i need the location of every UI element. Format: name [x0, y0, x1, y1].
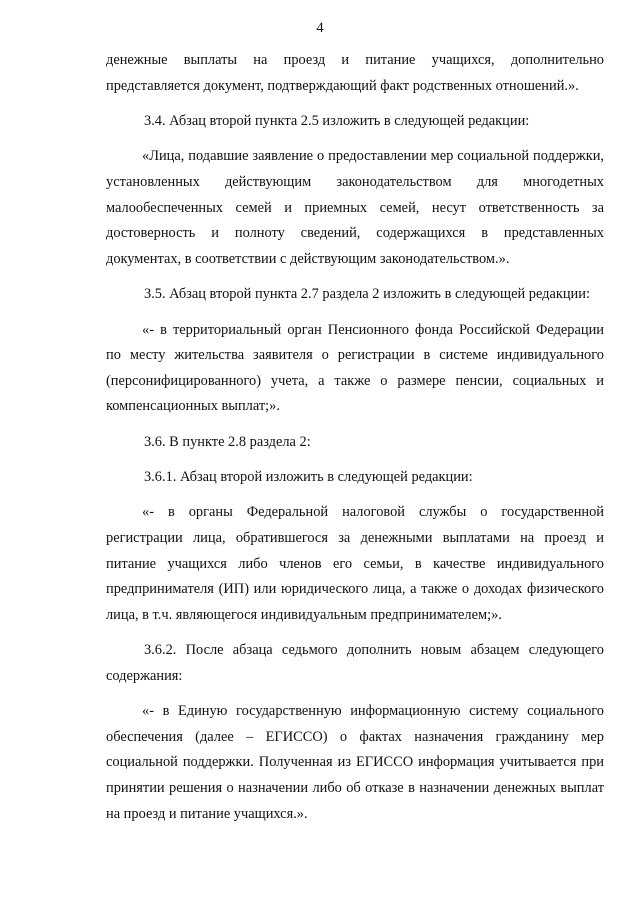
document-body: [106, 48, 604, 837]
paragraph-3-5-quote: «- в территориальный орган Пенсионного фонда Российской Федерации по месту жительства заявителя о регистрации в системе индивидуального (персонифицированного) учета, а также о размере пенсии, социальных и компенсационных выплат;».: [106, 321, 604, 415]
page-number: 4: [316, 20, 324, 36]
paragraph-3-4: 3.4. Абзац второй пункта 2.5 изложить в следующей редакции:: [144, 112, 530, 129]
paragraph-continuation: денежные выплаты на проезд и питание учащихся, дополнительно представляется документ, подтверждающий факт родственных отношений.».: [106, 52, 604, 94]
paragraph-3-5: 3.5. Абзац второй пункта 2.7 раздела 2 изложить в следующей редакции:: [144, 286, 590, 303]
paragraph-3-6-2-quote: «- в Единую государственную информационную систему социального обеспечения (далее – ЕГИССО) о фактах назначения гражданину мер социальной поддержки. Полученная из ЕГИССО информация учитывается при принятии решения о назначении либо об отказе в назначении денежных выплат на проезд и питание учащихся.».: [106, 703, 604, 822]
paragraph-3-6-2: 3.6.2. После абзаца седьмого дополнить новым абзацем следующего содержания:: [106, 642, 604, 684]
paragraph-3-6: 3.6. В пункте 2.8 раздела 2:: [144, 433, 311, 450]
paragraph-3-4-quote: «Лица, подавшие заявление о предоставлении мер социальной поддержки, установленных действующим законодательством для многодетных малообеспеченных семей и приемных семей, несут ответственность за достоверность и полноту сведений, содержащихся в представленных документах, в соответствии с действующим законодательством.».: [106, 148, 604, 267]
paragraph-3-6-1-quote: «- в органы Федеральной налоговой службы о государственной регистрации лица, обратившегося за денежными выплатами на проезд и питание учащихся либо членов его семьи, в качестве индивидуального предпринимателя (ИП) или юридического лица, а также о доходах физического лица, в т.ч. являющегося индивидуальным предпринимателем;».: [106, 504, 604, 623]
paragraph-3-6-1: 3.6.1. Абзац второй изложить в следующей редакции:: [144, 469, 473, 486]
